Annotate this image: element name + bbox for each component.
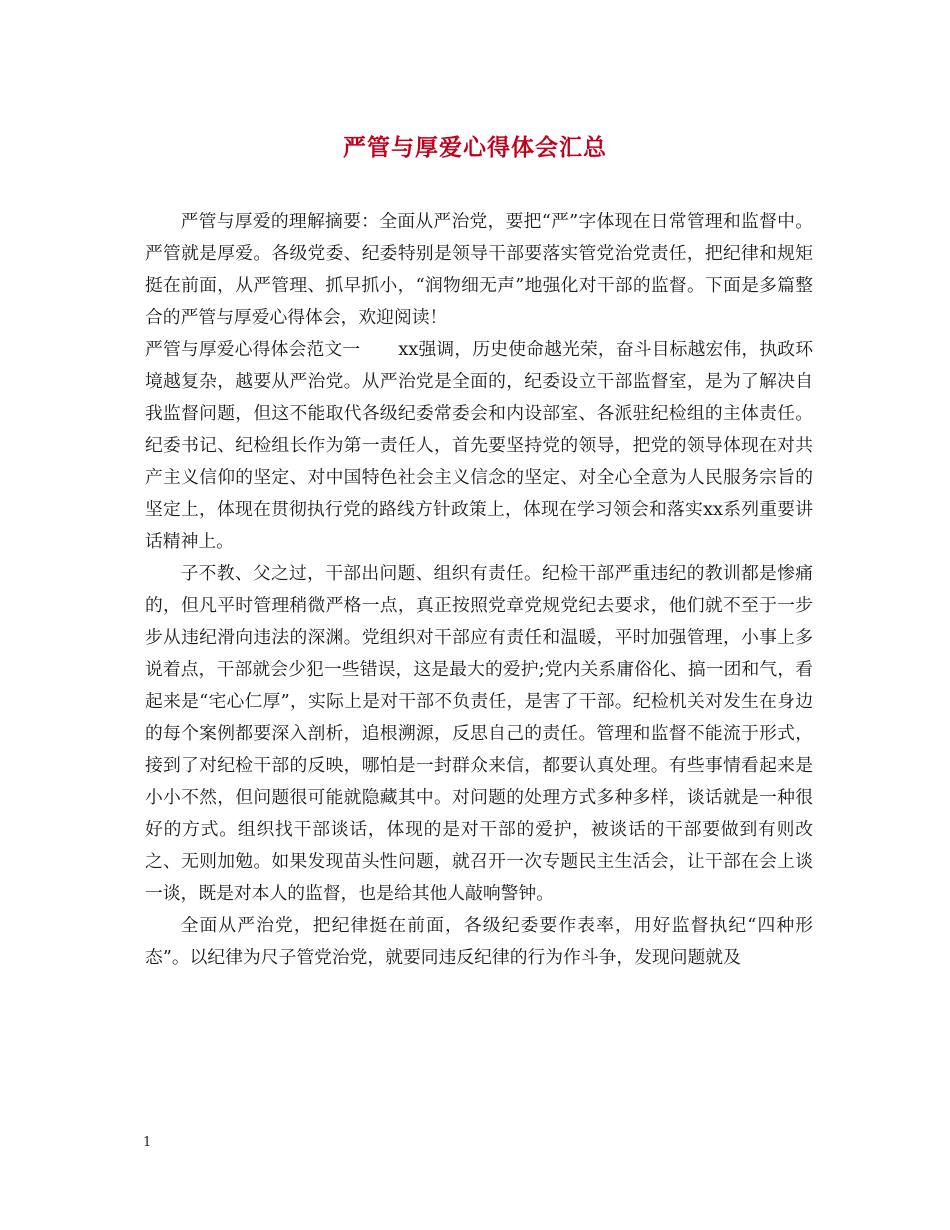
document-title: 严管与厚爱心得体会汇总 xyxy=(343,135,607,161)
page-number: 1 xyxy=(143,1135,152,1150)
paragraph-2: 子不教、父之过，干部出问题、组织有责任。纪检干部严重违纪的教训都是惨痛的，但凡平时管理稍微严格一点，真正按照党章党规党纪去要求，他们就不至于一步步从违纪滑向违法的深渊。党组织对干部应有责任和温暖，平时加强管理，小事上多说着点，干部就会少犯一些错误，这是最大的爱护;党内关系庸俗化、搞一团和气，看起来是“宅心仁厚”，实际上是对干部不负责任，是害了干部。纪检机关对发生在身边的每个案例都要深入剖析，追根溯源，反思自己的责任。管理和监督不能流于形式，接到了对纪检干部的反映，哪怕是一封群众来信，都要认真处理。有些事情看起来是小小不然，但问题很可能就隐藏其中。对问题的处理方式多种多样，谈话就是一种很好的方式。组织找干部谈话，体现的是对干部的爱护，被谈话的干部要做到有则改之、无则加勉。如果发现苗头性问题，就召开一次专题民主生活会，让干部在会上谈一谈，既是对本人的监督，也是给其他人敲响警钟。 xyxy=(145,563,813,904)
document-body xyxy=(145,206,813,974)
paragraph-3: 全面从严治党，把纪律挺在前面，各级纪委要作表率，用好监督执纪“四种形态”。以纪律为尺子管党治党，就要同违反纪律的行为作斗争，发现问题就及 xyxy=(145,915,813,968)
section-body-text: xx强调，历史使命越光荣，奋斗目标越宏伟，执政环境越复杂，越要从严治党。从严治党是全面的，纪委设立干部监督室，是为了解决自我监督问题，但这不能取代各级纪委常委会和内设部室、各派驻纪检组的主体责任。纪委书记、纪检组长作为第一责任人，首先要坚持党的领导，把党的领导体现在对共产主义信仰的坚定、对中国特色社会主义信念的坚定、对全心全意为人民服务宗旨的坚定上，体现在贯彻执行党的路线方针政策上，体现在学习领会和落实xx系列重要讲话精神上。 xyxy=(145,339,813,552)
intro-paragraph: 严管与厚爱的理解摘要：全面从严治党，要把“严”字体现在日常管理和监督中。严管就是厚爱。各级党委、纪委特别是领导干部要落实管党治党责任，把纪律和规矩挺在前面，从严管理、抓早抓小，“润物细无声”地强化对干部的监督。下面是多篇整合的严管与厚爱心得体会，欢迎阅读！ xyxy=(145,211,813,328)
section-heading: 严管与厚爱心得体会范文一 xyxy=(145,339,361,360)
section-paragraph xyxy=(145,334,813,558)
